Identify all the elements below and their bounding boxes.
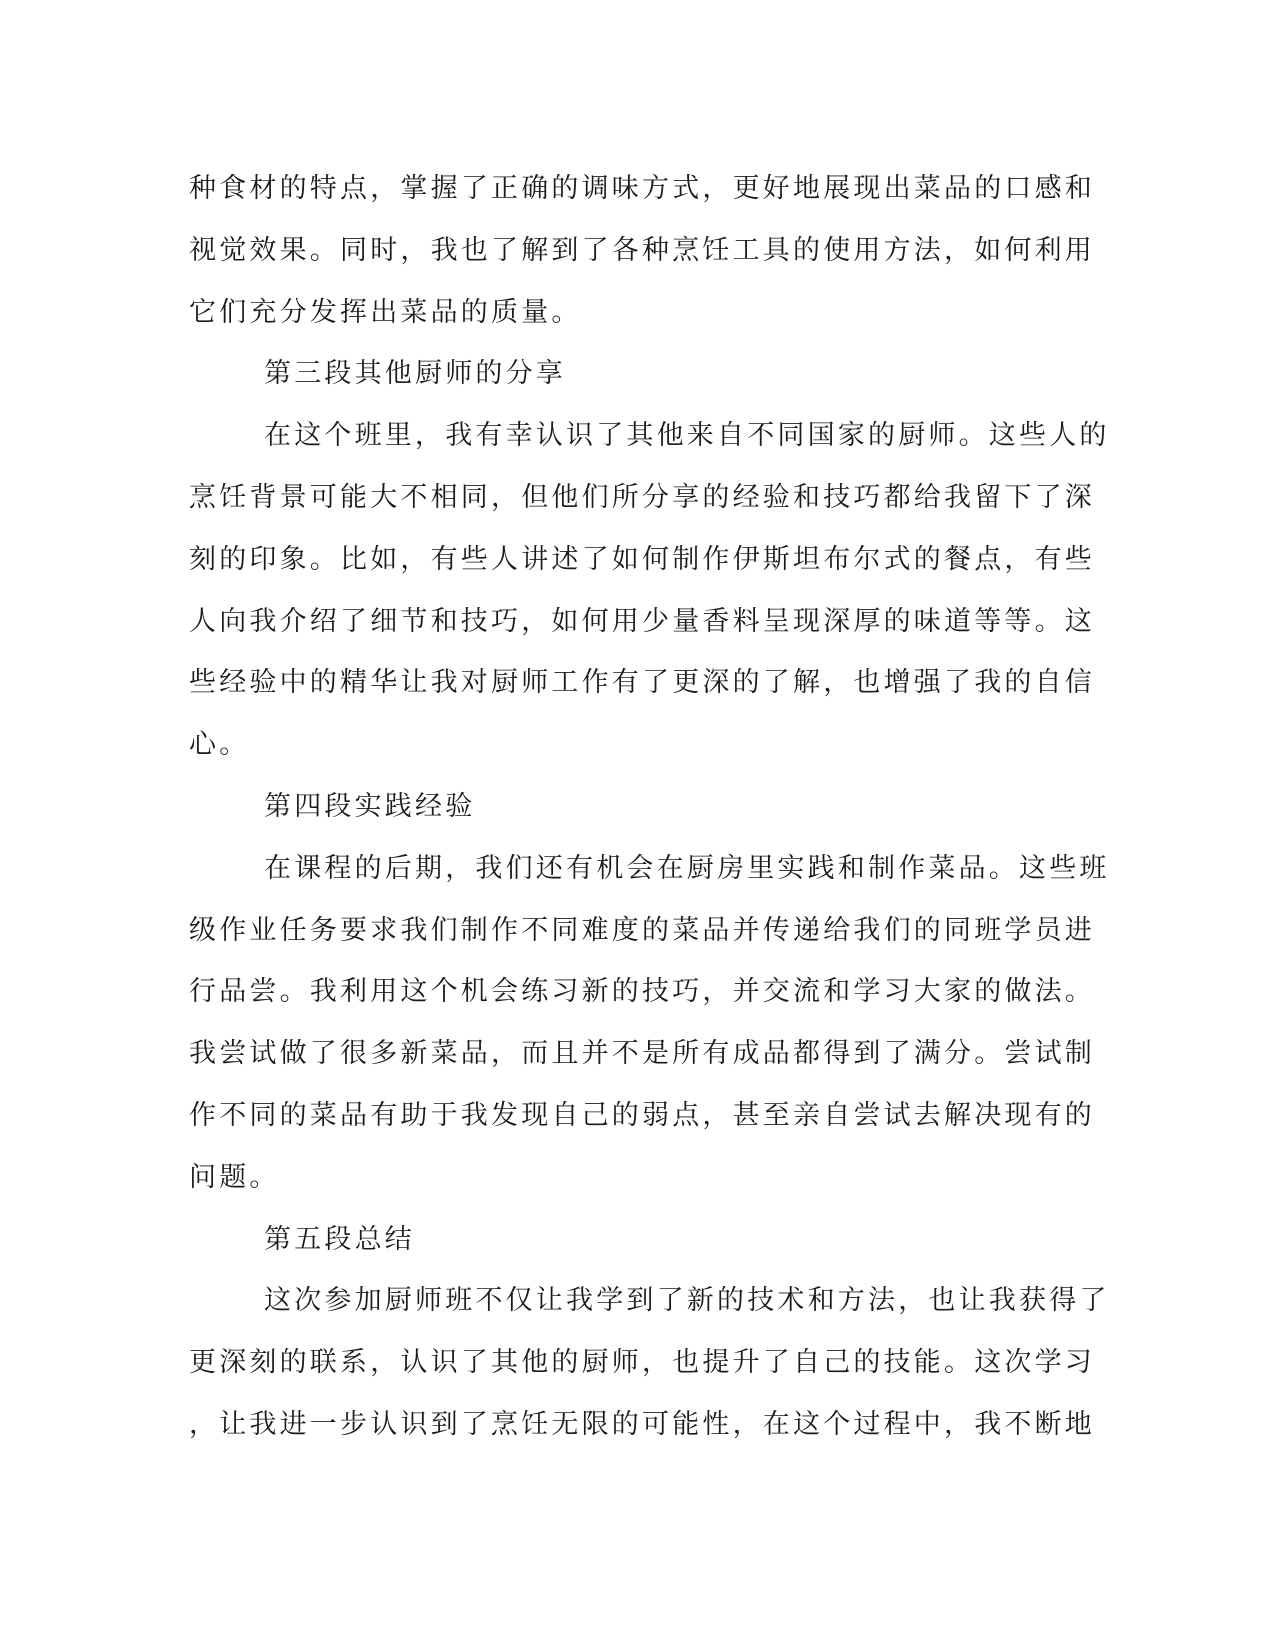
body-line: 在这个班里，我有幸认识了其他来自不同国家的厨师。这些人的 — [264, 420, 1110, 452]
body-line: 在课程的后期，我们还有机会在厨房里实践和制作菜品。这些班 — [264, 852, 1110, 884]
body-line: 问题。 — [189, 1161, 280, 1193]
body-line: 些经验中的精华让我对厨师工作有了更深的了解，也增强了我的自信 — [189, 667, 1095, 699]
body-line: 心。 — [189, 729, 250, 761]
body-line: 更深刻的联系，认识了其他的厨师，也提升了自己的技能。这次学习 — [189, 1347, 1095, 1379]
body-line: 这次参加厨师班不仅让我学到了新的技术和方法，也让我获得了 — [264, 1285, 1110, 1317]
body-line: 我尝试做了很多新菜品，而且并不是所有成品都得到了满分。尝试制 — [189, 1038, 1095, 1070]
body-line: 作不同的菜品有助于我发现自己的弱点，甚至亲自尝试去解决现有的 — [189, 1099, 1095, 1131]
body-line: 烹饪背景可能大不相同，但他们所分享的经验和技巧都给我留下了深 — [189, 481, 1095, 513]
section-heading-3: 第三段其他厨师的分享 — [264, 358, 566, 390]
body-line: 级作业任务要求我们制作不同难度的菜品并传递给我们的同班学员进 — [189, 914, 1095, 946]
body-line: 刻的印象。比如，有些人讲述了如何制作伊斯坦布尔式的餐点，有些 — [189, 543, 1095, 575]
body-line: ，让我进一步认识到了烹饪无限的可能性，在这个过程中，我不断地 — [189, 1408, 1095, 1440]
document-body — [189, 158, 1110, 1456]
body-line: 行品尝。我利用这个机会练习新的技巧，并交流和学习大家的做法。 — [189, 976, 1095, 1008]
body-line: 人向我介绍了细节和技巧，如何用少量香料呈现深厚的味道等等。这 — [189, 605, 1095, 637]
section-heading-4: 第四段实践经验 — [264, 790, 476, 822]
body-line: 种食材的特点，掌握了正确的调味方式，更好地展现出菜品的口感和 — [189, 173, 1095, 204]
section-heading-5: 第五段总结 — [264, 1223, 415, 1255]
body-line: 它们充分发挥出菜品的质量。 — [189, 296, 582, 328]
body-line: 视觉效果。同时，我也了解到了各种烹饪工具的使用方法，如何利用 — [189, 234, 1095, 266]
